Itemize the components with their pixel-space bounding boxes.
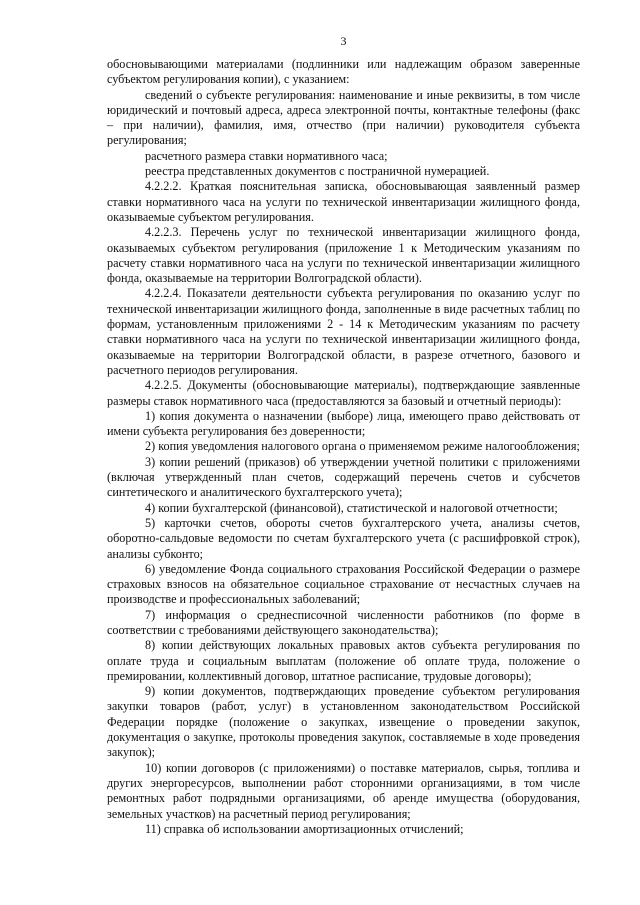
list-item: 8) копии действующих локальных правовых актов субъекта регулирования по оплате труда и социальным выплатам (положение об оплате труда, положение о премировании, коллективный договор, штатное расписание, трудовые договоры);: [107, 638, 580, 683]
page-number: 3: [340, 34, 347, 48]
list-item: 10) копии договоров (с приложениями) о поставке материалов, сырья, топлива и других энергоресурсов, выполнении работ сторонними организациями, в том числе ремонтных работ подрядными организациями, об аренде имущества (оборудования, земельных участков) на расчетный период регулирования;: [107, 760, 580, 821]
paragraph: сведений о субъекте регулирования: наименование и иные реквизиты, в том числе юридический и почтовый адреса, адреса электронной почты, контактные телефоны (факс – при наличии), фамилия, имя, отчество (при наличии) руководителя субъекта регулирования;: [107, 87, 580, 148]
list-item: 6) уведомление Фонда социального страхования Российской Федерации о размере страховых взносов на обязательное социальное страхование от несчастных случаев на производстве и профессиональных заболеваний;: [107, 561, 580, 607]
paragraph: 4.2.2.2. Краткая пояснительная записка, обосновывающая заявленный размер ставки нормативного часа на услуги по технической инвентаризации жилищного фонда, оказываемые субъектом регулирования.: [107, 179, 580, 224]
list-item: 1) копия документа о назначении (выборе) лица, имеющего право действовать от имени субъекта регулирования без доверенности;: [107, 408, 580, 439]
list-item: 4) копии бухгалтерской (финансовой), статистической и налоговой отчетности;: [145, 500, 558, 515]
list-item: 11) справка об использовании амортизационных отчислений;: [145, 821, 464, 836]
paragraph: 4.2.2.5. Документы (обосновывающие материалы), подтверждающие заявленные размеры ставок нормативного часа (предоставляются за базовый и отчетный периоды):: [107, 378, 580, 408]
paragraph: 4.2.2.4. Показатели деятельности субъекта регулирования по оказанию услуг по технической инвентаризации жилищного фонда, заполненные в виде расчетных таблиц по формам, установленным приложениями 2 - 14 к Методическим указаниям по расчету ставки нормативного часа на услуги по технической инвентаризации жилищного фонда, оказываемые на территории Волгоградской области, в разрезе отчетного, базового и расчетного периодов регулирования.: [107, 286, 580, 377]
paragraph: обосновывающими материалами (подлинники или надлежащим образом заверенные субъектом регулирования копии), с указанием:: [107, 57, 580, 87]
list-item: 7) информация о среднесписочной численности работников (по форме в соответствии с требованиями действующего законодательства);: [107, 607, 580, 637]
list-item: 5) карточки счетов, обороты счетов бухгалтерского учета, анализы счетов, оборотно-сальдовые ведомости по счетам бухгалтерского учета (с расшифровкой строк), анализы субконто;: [107, 515, 580, 561]
list-item: 2) копия уведомления налогового органа о применяемом режиме налогообложения;: [145, 439, 580, 454]
paragraph: 4.2.2.3. Перечень услуг по технической инвентаризации жилищного фонда, оказываемых субъектом регулирования (приложение 1 к Методическим указаниям по расчету ставки нормативного часа на услуги по технической инвентаризации жилищного фонда, оказываемые на территории Волгоградской области).: [107, 225, 580, 286]
paragraph: расчетного размера ставки нормативного часа;: [145, 148, 388, 163]
paragraph: реестра представленных документов с постраничной нумерацией.: [145, 164, 490, 179]
list-item: 3) копии решений (приказов) об утверждении учетной политики с приложениями (включая утвержденный план счетов, содержащий перечень счетов и субсчетов синтетического и аналитического бухгалтерского учета);: [107, 454, 580, 500]
list-item: 9) копии документов, подтверждающих проведение субъектом регулирования закупки товаров (работ, услуг) в установленном законодательством Российской Федерации порядке (положение о закупках, извещение о проведении закупок, документация о закупке, протоколы проведения закупок, составляемые в ходе проведения закупок);: [107, 684, 580, 760]
document-body: [107, 57, 580, 837]
